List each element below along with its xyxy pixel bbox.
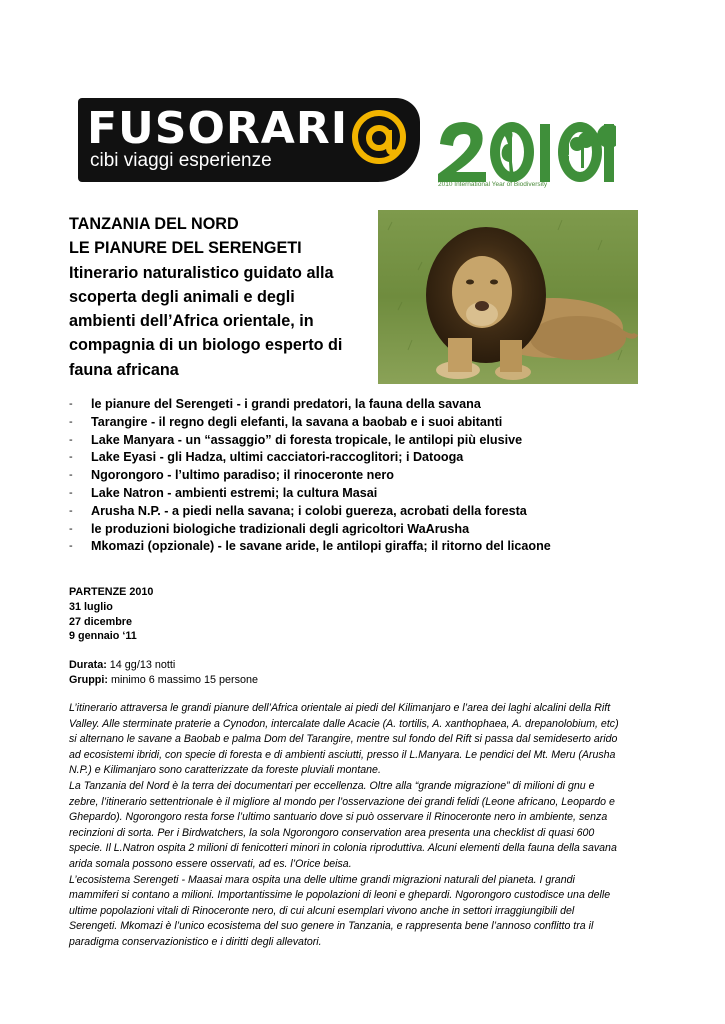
list-item (69, 485, 669, 503)
title-line: scoperta degli animali e degli (69, 287, 295, 306)
at-sign-icon (350, 108, 408, 166)
departures-heading: PARTENZE 2010 (69, 586, 154, 598)
brand-tagline: cibi viaggi esperienze (90, 150, 272, 171)
body-line: specie. Il L.Natron ospita 2 milioni di fenicotteri minori in colonia riproduttiva. Alcuni elementi della fauna della savana (69, 842, 617, 855)
body-line: ad ecosistemi ibridi, con specie di foresta e di ambienti asciutti, presso il L.Manyara. Le pendici del Mt. Meru (Arusha (69, 748, 616, 761)
list-item-text: Ngorongoro - l’ultimo paradiso; il rinoceronte nero (91, 468, 394, 483)
bullet-marker: - (69, 433, 73, 446)
bullet-marker: - (69, 486, 73, 499)
body-line: Serengeti. Mkomazi è l’unico ecosistema del suo genere in Tanzania, e rappresenta bene l’annoso conflitto tra il (69, 920, 594, 933)
group-row (69, 673, 258, 688)
departures-section (69, 585, 153, 644)
body-line: paradigma conservazionistico e i diritti degli allevatori. (69, 935, 322, 948)
list-item (69, 467, 669, 485)
list-item (69, 432, 669, 450)
page-title (69, 212, 369, 382)
list-item-text: le pianure del Serengeti - i grandi predatori, la fauna della savana (91, 397, 481, 411)
list-item-text: le produzioni biologiche tradizionali degli agricoltori WaArusha (91, 521, 470, 536)
duration-label: Durata: (69, 659, 107, 671)
bullet-marker: - (69, 398, 73, 410)
body-line: recinzioni di sorta. Per i Birdwatchers, la sola Ngorongoro conservation area presenta una checklist di quasi 600 (69, 826, 595, 839)
biodiversity-caption: 2010 International Year of Biodiversity (438, 181, 548, 188)
body-line: arida somala possono essere osservati, ad es. l’Orice beisa. (69, 857, 352, 870)
title-line: Itinerario naturalistico guidato alla (69, 263, 334, 282)
list-item (69, 538, 669, 556)
bullet-marker: - (69, 540, 73, 553)
bullet-marker: - (69, 504, 73, 517)
brand-name: FUSORARI (87, 103, 349, 154)
bullet-marker: - (69, 415, 73, 428)
title-line: ambienti dell’Africa orientale, in (69, 312, 314, 331)
title-line: TANZANIA DEL NORD (69, 215, 239, 233)
duration-row (69, 658, 258, 673)
body-line: mammiferi si contano a milioni. Importantissime le popolazioni di leoni e ghepardi. Ngorongoro custodisce una delle (69, 889, 611, 902)
description-body (69, 701, 659, 951)
lion-photo (378, 210, 638, 384)
list-item (69, 414, 669, 432)
list-item (69, 449, 669, 467)
body-line: L’ecosistema Serengeti - Maasai mara ospita una delle ultime grandi migrazioni naturali del pianeta. I grandi (69, 873, 575, 886)
list-item (69, 503, 669, 521)
list-item-text: Lake Eyasi - gli Hadza, ultimi cacciatori-raccoglitori; i Datooga (91, 450, 464, 465)
list-item-text: Mkomazi (opzionale) - le savane aride, le antilopi giraffa; il ritorno del licaone (91, 539, 551, 554)
body-line: L’itinerario attraversa le grandi pianure dell’Africa orientale ai piedi del Kilimanjaro e l’area dei laghi alcalini della Rift (69, 702, 611, 714)
body-line: La Tanzania del Nord è la terra dei documentari per eccellenza. Oltre alla “grande migrazione” di milioni di gnu e (69, 779, 595, 792)
body-line: N.P.) e Kilimanjaro sono caratterizzate da foreste pluviali montane. (69, 764, 381, 777)
bullet-marker: - (69, 451, 73, 464)
departure-date: 31 luglio (69, 600, 113, 613)
trip-info (69, 658, 258, 688)
list-item-text: Arusha N.P. - a piedi nella savana; i colobi guereza, acrobati della foresta (91, 503, 527, 518)
body-line: Ghepardo). Ngorongoro resta forse l’ultimo santuario dove si può osservare il Rinoceronte nero in ambiente, senza (69, 811, 608, 824)
departure-date: 9 gennaio ‘11 (69, 630, 137, 643)
bullet-marker: - (69, 522, 73, 535)
body-line: zebre, l’itinerario settentrionale è il migliore al mondo per l’osservazione dei grandi felidi (Leone africano, Leopardo e (69, 795, 615, 808)
list-item-text: Tarangire - il regno degli elefanti, la savana a baobab e i suoi abitanti (91, 414, 503, 429)
title-line: LE PIANURE DEL SERENGETI (69, 239, 302, 258)
list-item-text: Lake Natron - ambienti estremi; la cultura Masai (91, 485, 378, 500)
title-line: fauna africana (69, 360, 179, 379)
body-line: Valley. Alle sterminate praterie a Cynodon, intercalate dalle Acacie (A. tortilis, A. xanthophaea, A. drepanolobium, etc) (69, 717, 619, 730)
title-line: compagnia di un biologo esperto di (69, 336, 343, 355)
body-line: si alternano le savane a Baobab e palma Dom del Tarangire, mentre sul fondo del Rift si passa dal semideserto arido (69, 733, 618, 746)
departure-date: 27 dicembre (69, 615, 133, 628)
bullet-marker: - (69, 469, 73, 482)
list-item-text: Lake Manyara - un “assaggio” di foresta tropicale, le antilopi più elusive (91, 432, 523, 447)
list-item (69, 521, 669, 539)
fusorari-logo (78, 98, 420, 182)
biodiversity-logo (436, 110, 616, 192)
duration-value: 14 gg/13 notti (109, 659, 176, 671)
group-label: Gruppi: (69, 673, 108, 686)
highlights-list (69, 396, 669, 556)
group-value: minimo 6 massimo 15 persone (110, 673, 259, 686)
list-item (69, 396, 669, 414)
body-line: ultime popolazioni vitali di Rinoceronte nero, di cui alcuni esemplari vivono anche in settori irraggiungibili del (69, 904, 575, 917)
